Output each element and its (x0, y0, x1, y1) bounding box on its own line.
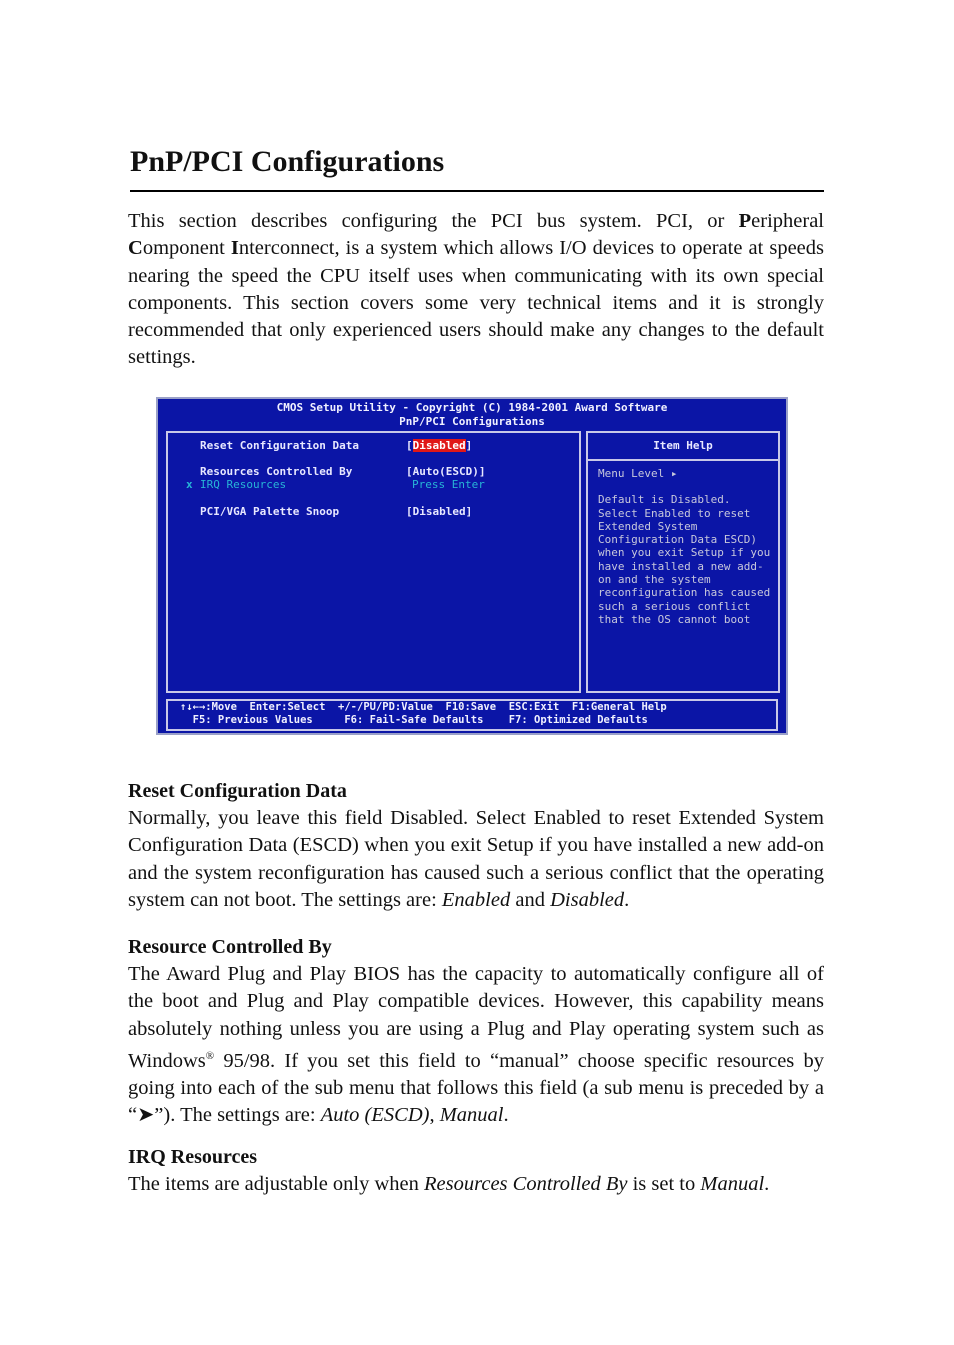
bios-item-reset-configuration-data[interactable]: Reset Configuration Data (200, 439, 359, 452)
bios-value-resources-controlled-by[interactable]: [Auto(ESCD)] (406, 465, 486, 478)
bios-screenshot (156, 397, 788, 735)
bios-settings-panel (166, 431, 581, 693)
item-help-text: Menu Level ▸ Default is Disabled. Select Enabled to reset Extended System Configuration Data ESCD) when you exit Setup if you have installed a new add-on and the system reconfiguration has caused such a serious conflict that the OS cannot boot (598, 467, 771, 626)
section-text-irq-resources: The items are adjustable only when Resources Controlled By is set to Manual. (128, 1173, 770, 1195)
bios-item-pci-vga-palette-snoop[interactable]: PCI/VGA Palette Snoop (200, 505, 340, 518)
bios-value-pci-vga-palette-snoop[interactable]: [Disabled] (406, 505, 473, 518)
bios-item-irq-resources[interactable]: IRQ Resources (200, 478, 287, 491)
bios-item-resources-controlled-by[interactable]: Resources Controlled By (200, 465, 353, 478)
item-help-title: Item Help (588, 433, 778, 461)
bios-item-help-panel (586, 431, 780, 693)
bios-header: CMOS Setup Utility - Copyright (C) 1984-2001 Award Software PnP/PCI Configurations (276, 401, 668, 428)
section-text-resource-controlled-by: The Award Plug and Play BIOS has the capacity to automatically configure all of the boot and Plug and Play compatible devices. However, this capability means absolutely nothing unless you are using a Plug and Play operating system such as Windows® 95/98. If you set this field to “manual” choose specific resources by going into each of the sub menu that follows this field (a sub menu is preceded by a “➤”). The settings are: Auto (ESCD), Manual. (128, 963, 824, 1127)
section-text-reset-configuration-data: Normally, you leave this field Disabled. Select Enabled to reset Extended System Configuration Data (ESCD) when you exit Setup if you have installed a new add-on and the system reconfiguration has caused such a serious conflict that the operating system can not boot. The settings are: Enabled and Disabled. (128, 807, 824, 911)
page-title: PnP/PCI Configurations (130, 140, 824, 192)
bios-value-reset-configuration-data[interactable]: [Disabled] (406, 439, 473, 452)
section-heading-resource-controlled-by: Resource Controlled By (128, 936, 332, 958)
bios-key-legend: ↑↓←→:Move Enter:Select +/-/PU/PD:Value F10:Save ESC:Exit F1:General Help F5: Previous Values F6: Fail-Safe Defaults F7: Optimized Defaults (166, 699, 778, 731)
bios-value-irq-resources[interactable]: Press Enter (412, 478, 485, 491)
submenu-marker-icon: x (186, 478, 193, 491)
section-heading-reset-configuration-data: Reset Configuration Data (128, 780, 347, 802)
section-heading-irq-resources: IRQ Resources (128, 1146, 258, 1168)
intro-paragraph: This section describes configuring the PCI bus system. PCI, or Peripheral Component Interconnect, is a system which allows I/O devices to operate at speeds nearing the speed the CPU itself uses when communicating with its own special components. This section covers some very technical items and it is strongly recommended that only experienced users should make any changes to the default settings. (128, 210, 824, 369)
bios-selected-value: Disabled (412, 439, 466, 452)
